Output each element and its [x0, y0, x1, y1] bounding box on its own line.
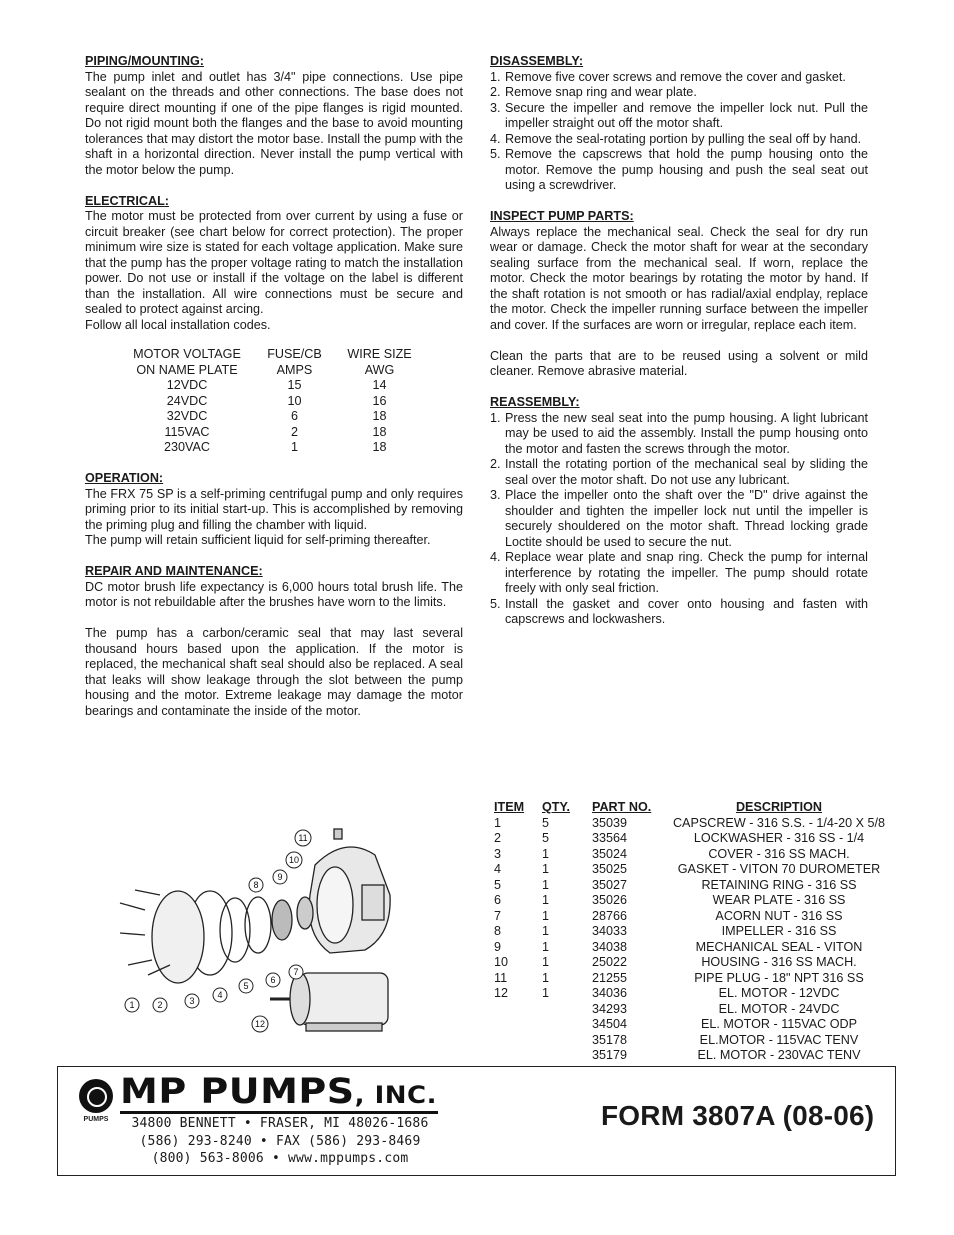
- parts-cell: 34036: [592, 986, 628, 1000]
- parts-cell: [542, 1017, 592, 1033]
- parts-cell: ACORN NUT - 316 SS: [715, 908, 843, 923]
- header-qty: QTY.: [542, 800, 570, 814]
- parts-cell: 34038: [592, 939, 628, 954]
- parts-cell: 12: [494, 986, 509, 1000]
- table-row: [494, 1033, 894, 1049]
- parts-cell: 28766: [592, 908, 628, 923]
- reassembly-heading: REASSEMBLY:: [490, 395, 580, 409]
- table-row: [494, 940, 894, 956]
- disassembly-section: [490, 54, 868, 194]
- repair-heading: REPAIR AND MAINTENANCE:: [85, 564, 263, 578]
- list-item: 5. Install the gasket and cover onto housing and fasten with capscrews and lockwashers.: [490, 596, 868, 626]
- inspect-heading: INSPECT PUMP PARTS:: [490, 209, 634, 223]
- list-item: 1. Press the new seal seat into the pump housing. A light lubricant may be used to aid the assembly. Install the pump housing onto the motor and fasten the screws through the motor.: [490, 410, 868, 456]
- parts-cell: 4: [494, 862, 502, 876]
- list-item: 4. Remove the seal-rotating portion by pulling the seal off by hand.: [490, 131, 862, 146]
- callout-2: 2: [157, 1000, 163, 1010]
- parts-cell: [494, 1017, 542, 1033]
- parts-cell: RETAINING RING - 316 SS: [701, 877, 857, 892]
- parts-cell: 1: [542, 846, 550, 861]
- parts-cell: [542, 1048, 592, 1064]
- operation-section: [85, 471, 463, 549]
- parts-cell: 7: [494, 908, 502, 923]
- list-item: 3. Place the impeller onto the shaft over the "D" drive against the shoulder and tighten the impeller lock nut until the impeller is securely shouldered on the motor shaft. Thread locking grade Loctite should be used to secure the nut.: [490, 488, 868, 549]
- parts-cell: EL. MOTOR - 24VDC: [718, 1001, 840, 1016]
- parts-cell: CAPSCREW - 316 S.S. - 1/4-20 X 5/8: [672, 815, 886, 830]
- parts-cell: 35178: [592, 1032, 628, 1047]
- table-row: [494, 831, 894, 847]
- motor-body: [300, 973, 388, 1025]
- repair-body-1: DC motor brush life expectancy is 6,000 hours total brush life. The motor is not rebuildable after the brushes have worn to the limits.: [85, 579, 463, 609]
- cell: 18: [372, 440, 387, 454]
- table-row: [494, 847, 894, 863]
- seal-part: [297, 897, 313, 929]
- parts-cell: MECHANICAL SEAL - VITON: [695, 939, 863, 954]
- callout-12: 12: [254, 1019, 266, 1029]
- cell: 16: [372, 393, 387, 408]
- parts-cell: EL. MOTOR - 230VAC TENV: [697, 1048, 861, 1062]
- footer-box: [57, 1066, 896, 1176]
- reassembly-steps: [490, 411, 868, 628]
- parts-cell: 1: [542, 939, 550, 954]
- parts-cell: 6: [494, 893, 502, 907]
- exploded-pump-diagram: [100, 825, 400, 1045]
- table-row: [494, 878, 894, 894]
- list-item: 5. Remove the capscrews that hold the pump housing onto the motor. Remove the pump housing and push the seal seat out using a screwdriver.: [490, 147, 868, 192]
- callout-4: 4: [217, 990, 223, 1000]
- parts-cell: 1: [542, 970, 550, 985]
- parts-cell: 1: [542, 862, 550, 876]
- parts-cell: 1: [542, 986, 550, 1000]
- callout-3: 3: [189, 996, 195, 1006]
- cell: 230VAC: [164, 440, 210, 454]
- parts-cell: EL.MOTOR - 115VAC TENV: [699, 1032, 859, 1047]
- pipe-plug-part: [334, 829, 342, 839]
- table-row: [127, 394, 417, 410]
- header-motor-voltage: MOTOR VOLTAGE ON NAME PLATE: [133, 347, 241, 377]
- disassembly-heading: DISASSEMBLY:: [490, 54, 584, 68]
- list-item: 4. Replace wear plate and snap ring. Check the pump for internal interference by rotating the impeller. The pump should rotate freely with only seal friction.: [490, 550, 868, 595]
- list-item: 2. Install the rotating portion of the mechanical seal by sliding the seal over the motor shaft. Do not use any lubricant.: [490, 457, 868, 487]
- list-item: 1. Remove five cover screws and remove the cover and gasket.: [490, 69, 846, 84]
- cell: 24VDC: [166, 393, 208, 408]
- list-item: 3. Secure the impeller and remove the impeller lock nut. Pull the impeller straight out off the motor shaft.: [490, 100, 868, 130]
- cell: 6: [290, 409, 298, 423]
- cell: 32VDC: [166, 409, 208, 423]
- phone-line: (586) 293-8240 • FAX (586) 293-8469: [139, 1133, 421, 1149]
- parts-table: [494, 800, 894, 1064]
- parts-cell: 11: [494, 970, 508, 985]
- table-row: [494, 1002, 894, 1018]
- parts-cell: [542, 1002, 592, 1018]
- table-row: [127, 378, 417, 394]
- electrical-body: The motor must be protected from over current by using a fuse or circuit breaker (see chart below for correct protection). The proper minimum wire size is stated for each voltage application. Make sure that the pump has the proper voltage rating to match the installation power. Do not use or install if the voltage on the label is different than the installation. All wire connections must be secure and sealed to protect against arcing.: [85, 209, 463, 316]
- voltage-table-header: [127, 347, 417, 378]
- header-description: DESCRIPTION: [735, 800, 823, 814]
- parts-cell: [494, 1033, 542, 1049]
- parts-cell: 1: [542, 908, 550, 923]
- parts-cell: IMPELLER - 316 SS: [721, 924, 837, 938]
- impeller-part: [272, 900, 292, 940]
- table-row: [494, 909, 894, 925]
- piping-section: [85, 54, 463, 178]
- callout-7: 7: [293, 967, 299, 977]
- callout-8: 8: [253, 880, 259, 890]
- parts-cell: 35027: [592, 877, 628, 892]
- left-column: [85, 54, 463, 735]
- operation-body-2: The pump will retain sufficient liquid for self-priming thereafter.: [85, 533, 431, 547]
- cell: 18: [372, 424, 387, 439]
- inspect-section: [490, 209, 868, 380]
- parts-cell: [494, 1002, 542, 1018]
- table-row: [494, 816, 894, 832]
- parts-cell: 35025: [592, 862, 628, 876]
- piping-heading: PIPING/MOUNTING:: [85, 54, 204, 68]
- parts-cell: COVER - 316 SS MACH.: [708, 846, 850, 861]
- table-row: [494, 971, 894, 987]
- parts-cell: 5: [542, 815, 550, 830]
- cell: 14: [372, 378, 387, 392]
- parts-cell: 34504: [592, 1017, 628, 1031]
- parts-cell: 2: [494, 831, 502, 845]
- parts-list: [494, 800, 904, 1064]
- callout-6: 6: [270, 975, 276, 985]
- cell: 10: [287, 393, 302, 408]
- motor-end: [290, 973, 310, 1025]
- cell: 2: [290, 424, 298, 439]
- parts-cell: 35039: [592, 815, 628, 830]
- parts-cell: 35026: [592, 893, 628, 907]
- electrical-note: Follow all local installation codes.: [85, 317, 271, 332]
- header-fuse: FUSE/CB AMPS: [267, 347, 322, 377]
- parts-cell: PIPE PLUG - 18" NPT 316 SS: [694, 970, 864, 985]
- table-row: [494, 893, 894, 909]
- parts-cell: 8: [494, 924, 502, 938]
- cell: 18: [372, 409, 387, 423]
- callout-11: 11: [298, 833, 308, 843]
- parts-cell: HOUSING - 316 SS MACH.: [701, 955, 857, 969]
- cell: 12VDC: [166, 378, 208, 392]
- parts-cell: EL. MOTOR - 12VDC: [718, 986, 840, 1000]
- parts-cell: 33564: [592, 831, 628, 845]
- parts-cell: EL. MOTOR - 115VAC ODP: [700, 1017, 858, 1031]
- parts-cell: 9: [494, 939, 502, 954]
- repair-section: [85, 564, 463, 719]
- parts-cell: 5: [494, 877, 502, 892]
- callout-1: 1: [129, 1000, 135, 1010]
- callout-9: 9: [277, 872, 283, 882]
- header-wire-size: WIRE SIZE AWG: [347, 347, 412, 377]
- parts-header-row: [494, 800, 894, 816]
- table-row: [127, 440, 417, 456]
- parts-cell: 35179: [592, 1048, 628, 1062]
- electrical-section: [85, 194, 463, 456]
- inspect-body-1: Always replace the mechanical seal. Check the seal for dry run wear or damage. Check the motor shaft for wear at the secondary sealing surface from the mechanical seal. If worn, replace the motor. Check the motor bearings by rotating the motor by hand. If the shaft rotation is not smooth or has radial/axial endplay, replace the motor. Check the impeller running surface between the impeller and cover. If the surfaces are worn or irregular, replace each item.: [490, 224, 868, 332]
- list-item: 2. Remove snap ring and wear plate.: [490, 85, 697, 99]
- form-number: FORM 3807A (08-06): [601, 1100, 875, 1131]
- company-contact: [120, 1115, 440, 1168]
- piping-body: The pump inlet and outlet has 3/4" pipe connections. Use pipe sealant on the threads and other connections. The base does not require direct mounting if one of the pipe flanges is rigid mounted. Do not rigid mount both the flanges and the base to avoid mounting tolerances that may distort the motor base. Install the pump with the shaft in a horizontal direction. Never install the pump vertical with the motor below the pump.: [85, 69, 464, 177]
- parts-cell: 35024: [592, 846, 628, 861]
- parts-cell: 1: [494, 815, 502, 830]
- parts-cell: 1: [542, 893, 550, 907]
- parts-cell: 10: [494, 955, 509, 969]
- address-line: 34800 BENNETT • FRASER, MI 48026-1686: [131, 1116, 429, 1131]
- table-row: [494, 924, 894, 940]
- table-row: [494, 986, 894, 1002]
- parts-cell: 1: [542, 955, 550, 969]
- table-row: [494, 955, 894, 971]
- parts-cell: 25022: [592, 955, 628, 969]
- operation-body-1: The FRX 75 SP is a self-priming centrifugal pump and only requires priming prior to its initial start-up. This is accomplished by removing the priming plug and filling the chamber with liquid.: [85, 486, 463, 532]
- parts-cell: 5: [542, 831, 550, 845]
- repair-body-2: The pump has a carbon/ceramic seal that may last several thousand hours based upon the application. If the motor is replaced, the mechanical shaft seal should also be replaced. A seal that leaks will show leakage through the slot between the pump housing and the motor. Extreme leakage may damage the motor bearings and contaminate the inside of the motor.: [85, 626, 463, 718]
- parts-cell: 21255: [592, 970, 628, 985]
- header-part-no: PART NO.: [592, 800, 652, 814]
- table-row: [494, 1017, 894, 1033]
- reassembly-section: [490, 395, 868, 628]
- operation-heading: OPERATION:: [85, 471, 164, 485]
- web-line: (800) 563-8006 • www.mppumps.com: [151, 1151, 409, 1166]
- parts-cell: GASKET - VITON 70 DUROMETER: [677, 862, 881, 876]
- parts-cell: LOCKWASHER - 316 SS - 1/4: [693, 831, 865, 845]
- parts-cell: [494, 1048, 542, 1064]
- parts-cell: 34033: [592, 924, 628, 938]
- mp-logo-icon: [79, 1079, 113, 1113]
- callout-10: 10: [288, 855, 300, 865]
- parts-cell: WEAR PLATE - 316 SS: [712, 893, 846, 907]
- table-row: [127, 409, 417, 425]
- callout-5: 5: [243, 981, 249, 991]
- parts-cell: 1: [542, 877, 550, 892]
- table-row: [127, 425, 417, 441]
- parts-cell: 3: [494, 846, 502, 861]
- company-name: MP PUMPS, INC.: [120, 1070, 437, 1112]
- logo-caption: PUMPS: [83, 1116, 109, 1123]
- parts-cell: [542, 1033, 592, 1049]
- voltage-table: [127, 347, 417, 456]
- right-column: [490, 54, 868, 643]
- cell: 15: [287, 378, 302, 392]
- cell: 115VAC: [164, 424, 210, 439]
- electrical-heading: ELECTRICAL:: [85, 193, 169, 208]
- inspect-body-2: Clean the parts that are to be reused using a solvent or mild cleaner. Remove abrasive material.: [490, 348, 868, 378]
- header-item: ITEM: [494, 800, 525, 814]
- table-row: [494, 862, 894, 878]
- brand-divider: [120, 1111, 438, 1114]
- disassembly-steps: [490, 70, 868, 194]
- parts-cell: 34293: [592, 1001, 628, 1016]
- parts-cell: 1: [542, 924, 550, 938]
- cell: 1: [290, 440, 298, 454]
- table-row: [494, 1048, 894, 1064]
